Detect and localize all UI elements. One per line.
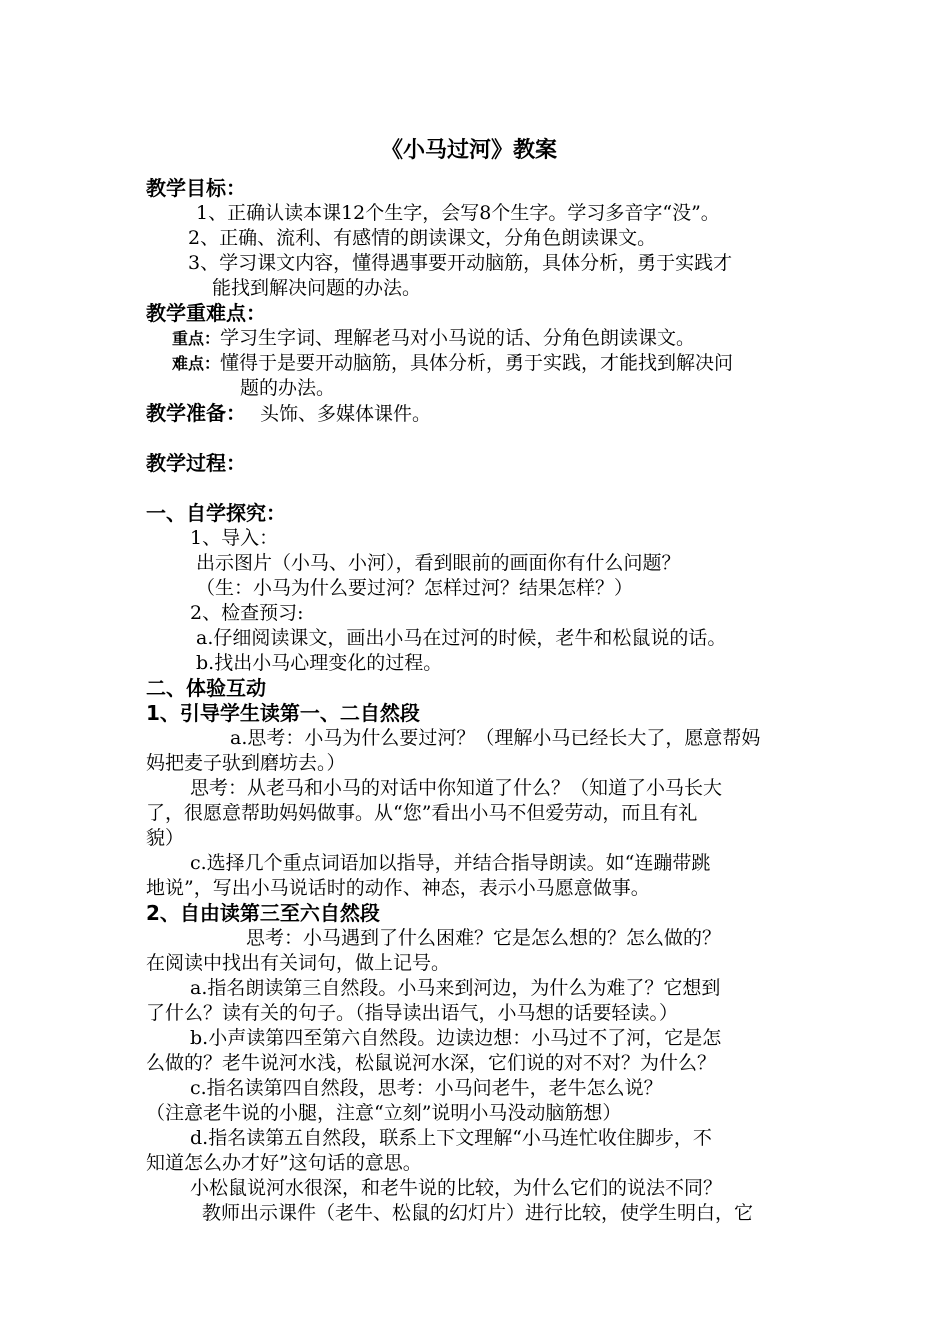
part-1-heading: 1、引导学生读第一、二自然段: [146, 701, 420, 725]
part-2-line: a.指名朗读第三自然段。小马来到河边，为什么为难了？它想到: [190, 977, 721, 999]
difficulty-text-cont: 题的办法。: [240, 377, 336, 399]
part-2-heading: 2、自由读第三至六自然段: [146, 901, 380, 925]
key-point-row: [172, 326, 695, 351]
preparation-text: 头饰、多媒体课件。: [260, 403, 432, 425]
difficulty-row: [172, 351, 733, 376]
part-1-line: 了，很愿意帮助妈妈做事。从“您”看出小马不但爱劳动，而且有礼: [146, 802, 698, 824]
key-label: 重点：: [172, 329, 221, 348]
section-1-line: 出示图片（小马、小河），看到眼前的画面你有什么问题？: [196, 552, 681, 574]
difficulty-text: 懂得于是要开动脑筋，具体分析，勇于实践，才能找到解决问: [220, 352, 734, 374]
goals-heading: 教学目标：: [146, 176, 246, 200]
difficulty-label: 难点：: [172, 354, 221, 373]
part-2-line: c.指名读第四自然段，思考：小马问老牛，老牛怎么说？: [190, 1077, 663, 1099]
key-points-heading: 教学重难点：: [146, 301, 266, 325]
document-title: 《小马过河》教案: [381, 138, 558, 163]
section-1-line: （生：小马为什么要过河？怎样过河？结果怎样？）: [196, 577, 634, 599]
part-2-line: 了什么？读有关的句子。（指导读出语气，小马想的话要轻读。）: [146, 1002, 679, 1024]
preparation-row: [146, 401, 431, 426]
section-1-line: b.找出小马心理变化的过程。: [196, 652, 443, 674]
part-2-line: 教师出示课件（老牛、松鼠的幻灯片）进行比较，使学生明白，它: [202, 1202, 754, 1224]
key-text: 学习生字词、理解老马对小马说的话、分角色朗读课文。: [220, 327, 696, 349]
part-2-line: 思考：小马遇到了什么困难？它是怎么想的？怎么做的？: [246, 927, 722, 949]
part-2-line: 小松鼠说河水很深，和老牛说的比较，为什么它们的说法不同？: [190, 1177, 723, 1199]
part-2-line: 知道怎么办才好”这句话的意思。: [146, 1152, 422, 1174]
section-2-heading: 二、体验互动: [146, 676, 266, 700]
part-1-line: c.选择几个重点词语加以指导，并结合指导朗读。如“连蹦带跳: [190, 852, 711, 874]
part-1-line: 地说”，写出小马说话时的动作、神态，表示小马愿意做事。: [146, 877, 650, 899]
goal-line: 2、正确、流利、有感情的朗读课文，分角色朗读课文。: [188, 227, 657, 249]
part-2-line: 么做的？老牛说河水浅，松鼠说河水深，它们说的对不对？为什么？: [146, 1052, 717, 1074]
section-1-line: 1、导入：: [190, 527, 279, 549]
section-1-line: a.仔细阅读课文，画出小马在过河的时候，老牛和松鼠说的话。: [196, 627, 727, 649]
part-2-line: （注意老牛说的小腿，注意“立刻”说明小马没动脑筋想）: [146, 1102, 622, 1124]
goal-line: 3、学习课文内容，懂得遇事要开动脑筋，具体分析，勇于实践才: [188, 252, 733, 274]
goal-line: 1、正确认读本课12个生字，会写8个生字。学习多音字“没”。: [196, 202, 720, 224]
process-heading: 教学过程：: [146, 451, 246, 475]
part-1-line: 思考：从老马和小马的对话中你知道了什么？（知道了小马长大: [190, 777, 723, 799]
section-1-line: 2、检查预习:: [190, 602, 304, 624]
part-1-line: 貌）: [146, 827, 185, 849]
part-2-line: 在阅读中找出有关词句，做上记号。: [146, 952, 451, 974]
preparation-heading: 教学准备：: [146, 401, 246, 425]
goal-line: 能找到解决问题的办法。: [212, 277, 422, 299]
part-1-line: 妈把麦子驮到磨坊去。）: [146, 752, 346, 774]
part-1-line: a.思考：小马为什么要过河？（理解小马已经长大了，愿意帮妈: [230, 727, 761, 749]
part-2-line: b.小声读第四至第六自然段。边读边想：小马过不了河，它是怎: [190, 1027, 722, 1049]
part-2-line: d.指名读第五自然段，联系上下文理解“小马连忙收住脚步，不: [190, 1127, 712, 1149]
section-1-heading: 一、自学探究：: [146, 501, 286, 525]
